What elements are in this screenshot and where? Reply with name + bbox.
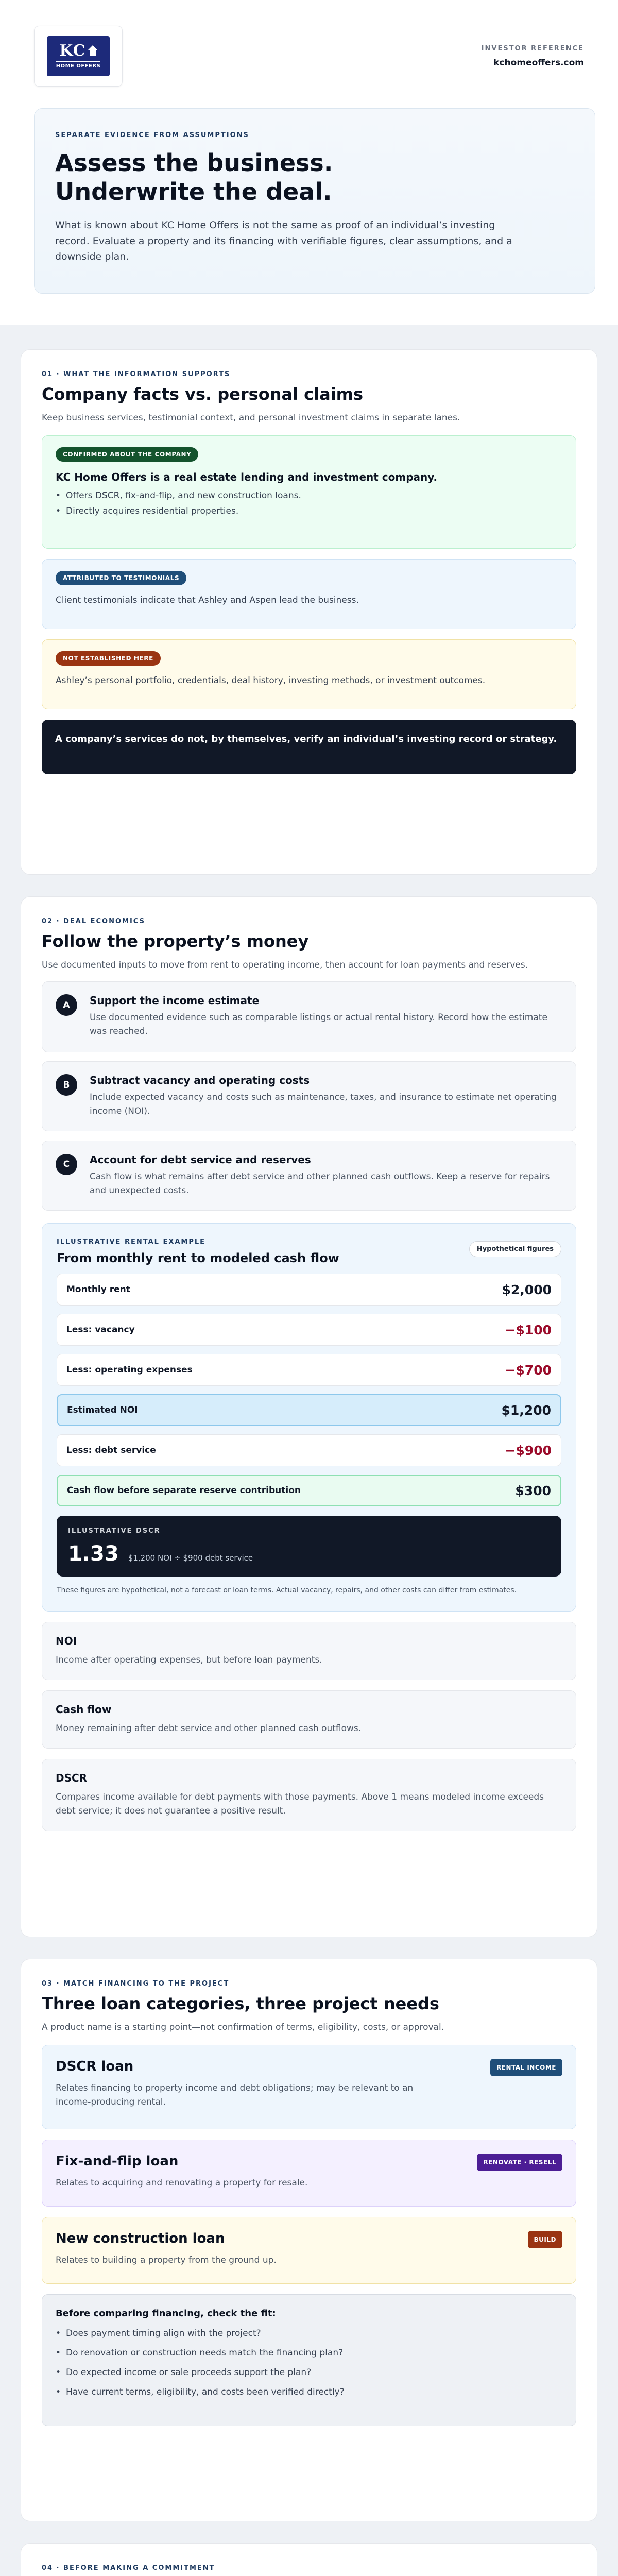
- calc-row-vacancy: [57, 1314, 561, 1346]
- dscr-formula: $1,200 NOI ÷ $900 debt service: [128, 1553, 253, 1563]
- loan-tag: RENOVATE · RESELL: [477, 2154, 562, 2171]
- section-title: Follow the property’s money: [42, 931, 309, 951]
- testimonials-text: Client testimonials indicate that Ashley and Aspen lead the business.: [56, 595, 359, 606]
- not-established-card: [42, 639, 576, 709]
- example-title: From monthly rent to modeled cash flow: [57, 1251, 339, 1266]
- section-subtitle: A product name is a starting point—not confirmation of terms, eligibility, costs, or approval.: [42, 2022, 444, 2032]
- step-badge: A: [56, 994, 77, 1016]
- step-text: Include expected vacancy and costs such as maintenance, taxes, and insurance to estimate net operating income (NOI).: [90, 1092, 557, 1116]
- logo-subtitle: HOME OFFERS: [56, 61, 101, 69]
- loan-tag: BUILD: [528, 2231, 562, 2248]
- definition-card: [42, 1690, 576, 1749]
- loan-title: Fix-and-flip loan: [56, 2154, 179, 2170]
- calc-row-cash-flow: [57, 1475, 561, 1506]
- logo-card[interactable]: [34, 26, 123, 87]
- checklist-item: • Do expected income or sale proceeds support the plan?: [56, 2367, 562, 2378]
- not-established-text: Ashley’s personal portfolio, credentials, deal history, investing methods, or investment outcomes.: [56, 675, 486, 686]
- section-kicker: 01 · WHAT THE INFORMATION SUPPORTS: [42, 370, 231, 378]
- dscr-kicker: ILLUSTRATIVE DSCR: [68, 1527, 161, 1535]
- loan-card-dscr: [42, 2045, 576, 2129]
- rental-example: [42, 1223, 576, 1611]
- definition-text: Compares income available for debt payments with those payments. Above 1 means modeled income exceeds debt service; it does not guarantee a positive result.: [56, 1792, 544, 1817]
- hero-card: [34, 108, 595, 294]
- row-value: −$900: [505, 1443, 552, 1458]
- investor-reference: [482, 45, 584, 68]
- calc-row-rent: [57, 1274, 561, 1306]
- example-note: These figures are hypothetical, not a forecast or loan terms. Actual vacancy, repairs, and other costs can differ from estimates.: [57, 1586, 517, 1595]
- fit-checklist: [42, 2294, 576, 2426]
- section-kicker: 02 · DEAL ECONOMICS: [42, 918, 145, 925]
- warning-callout: A company’s services do not, by themselves, verify an individual’s investing record or strategy.: [42, 720, 576, 774]
- row-label: Estimated NOI: [67, 1405, 138, 1416]
- section-company-facts: [21, 349, 597, 875]
- kc-home-offers-logo: [47, 36, 110, 76]
- section-deal-check: [21, 2543, 597, 2576]
- section-title: Three loan categories, three project needs: [42, 1994, 439, 2013]
- definition-term: Cash flow: [56, 1703, 112, 1716]
- step-title: Subtract vacancy and operating costs: [90, 1074, 310, 1087]
- hero-title: Assess the business. Underwrite the deal.: [55, 149, 333, 206]
- definition-card: [42, 1622, 576, 1680]
- reference-label: INVESTOR REFERENCE: [481, 44, 584, 53]
- step-title: Account for debt service and reserves: [90, 1153, 311, 1166]
- step-card: [42, 1061, 576, 1131]
- section-subtitle: Keep business services, testimonial context, and personal investment claims in separate lanes.: [42, 413, 460, 423]
- confirmed-card: [42, 435, 576, 549]
- row-value: $1,200: [501, 1402, 551, 1418]
- definition-text: Income after operating expenses, but before loan payments.: [56, 1654, 322, 1665]
- row-value: $300: [515, 1483, 551, 1498]
- row-value: −$700: [505, 1362, 552, 1378]
- step-title: Support the income estimate: [90, 994, 260, 1007]
- checklist-title: Before comparing financing, check the fit:: [56, 2308, 276, 2319]
- section-deal-economics: [21, 896, 597, 1937]
- hero-body: What is known about KC Home Offers is not the same as proof of an individual’s investing record. Evaluate a property and its financing with verifiable figures, clear assumptions, and a downside plan.: [55, 219, 512, 262]
- row-label: Monthly rent: [66, 1284, 130, 1295]
- section-kicker: 04 · BEFORE MAKING A COMMITMENT: [42, 2564, 215, 2572]
- calc-row-opex: [57, 1354, 561, 1386]
- example-kicker: ILLUSTRATIVE RENTAL EXAMPLE: [57, 1238, 206, 1246]
- row-value: $2,000: [502, 1282, 552, 1297]
- loan-text: Relates to building a property from the ground up.: [56, 2255, 277, 2266]
- site-link[interactable]: kchomeoffers.com: [493, 57, 584, 68]
- calc-row-noi: [57, 1394, 561, 1426]
- row-label: Less: vacancy: [66, 1325, 135, 1335]
- row-label: Cash flow before separate reserve contribution: [67, 1485, 301, 1496]
- step-badge: C: [56, 1154, 77, 1175]
- calc-row-debt: [57, 1434, 561, 1466]
- row-label: Less: operating expenses: [66, 1365, 193, 1376]
- checklist-item: • Does payment timing align with the project?: [56, 2328, 562, 2338]
- step-card: [42, 1141, 576, 1211]
- definition-term: DSCR: [56, 1772, 88, 1785]
- house-icon: [88, 45, 97, 57]
- loan-text: Relates financing to property income and debt obligations; may be relevant to an income-producing rental.: [56, 2083, 414, 2108]
- step-text: Use documented evidence such as comparable listings or actual rental history. Record how the estimate was reached.: [90, 1012, 547, 1037]
- not-established-pill: NOT ESTABLISHED HERE: [56, 651, 161, 666]
- hero-kicker: SEPARATE EVIDENCE FROM ASSUMPTIONS: [55, 131, 249, 139]
- top-band: [0, 0, 618, 325]
- section-financing: [21, 1959, 597, 2521]
- section-title: Company facts vs. personal claims: [42, 384, 364, 404]
- row-value: −$100: [505, 1322, 552, 1337]
- loan-title: DSCR loan: [56, 2059, 134, 2075]
- loan-title: New construction loan: [56, 2231, 225, 2247]
- section-subtitle: Use documented inputs to move from rent to operating income, then account for loan payments and reserves.: [42, 960, 528, 970]
- loan-text: Relates to acquiring and renovating a property for resale.: [56, 2178, 308, 2189]
- dscr-panel: [57, 1516, 561, 1577]
- step-badge: B: [56, 1074, 77, 1096]
- loan-card-construction: [42, 2217, 576, 2284]
- confirmed-bullet: • Directly acquires residential properties.: [56, 506, 562, 516]
- definition-card: [42, 1759, 576, 1831]
- confirmed-pill: CONFIRMED ABOUT THE COMPANY: [56, 447, 198, 462]
- section-kicker: 03 · MATCH FINANCING TO THE PROJECT: [42, 1980, 230, 1988]
- definition-text: Money remaining after debt service and other planned cash outflows.: [56, 1723, 362, 1734]
- dscr-value: 1.33: [68, 1542, 119, 1566]
- header: [0, 0, 618, 88]
- row-label: Less: debt service: [66, 1445, 156, 1456]
- confirmed-bullet: • Offers DSCR, fix-and-flip, and new construction loans.: [56, 490, 562, 501]
- attributed-pill: ATTRIBUTED TO TESTIMONIALS: [56, 571, 186, 585]
- step-card: [42, 981, 576, 1052]
- checklist-item: • Have current terms, eligibility, and costs been verified directly?: [56, 2387, 562, 2397]
- loan-card-fix-and-flip: [42, 2140, 576, 2207]
- confirmed-title: KC Home Offers is a real estate lending and investment company.: [56, 471, 438, 484]
- checklist-item: • Do renovation or construction needs match the financing plan?: [56, 2348, 562, 2358]
- step-text: Cash flow is what remains after debt service and other planned cash outflows. Keep a reserve for repairs and unexpected costs.: [90, 1171, 550, 1196]
- hypothetical-badge: Hypothetical figures: [469, 1241, 561, 1257]
- testimonials-card: [42, 559, 576, 629]
- loan-tag: RENTAL INCOME: [490, 2059, 562, 2076]
- logo-letters: KC: [59, 42, 86, 60]
- definition-term: NOI: [56, 1634, 77, 1647]
